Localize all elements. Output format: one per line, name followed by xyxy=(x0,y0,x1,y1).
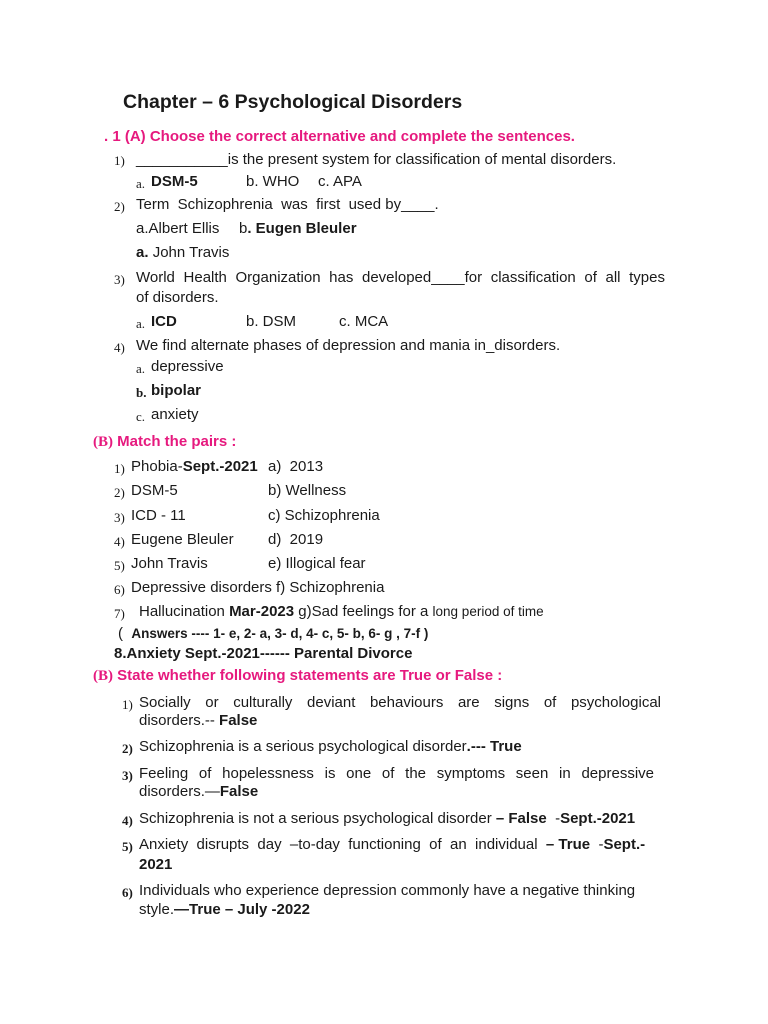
question-text-line: World Health Organization has developed____for classification of all types xyxy=(136,269,665,286)
pair-number: 5) xyxy=(114,558,125,573)
option-c: c. APA xyxy=(318,173,362,190)
statement-text-line: style.—True – July -2022 xyxy=(139,901,310,918)
question-text: Term Schizophrenia was first used by____. xyxy=(136,196,439,213)
question-text: ___________is the present system for classification of mental disorders. xyxy=(136,151,617,168)
statement-number: 4) xyxy=(122,813,133,828)
option-a: DSM-5 xyxy=(151,173,198,190)
answer-blank: ___________ xyxy=(136,151,228,168)
question-number: 4) xyxy=(114,340,125,355)
pair-number: 7) xyxy=(114,606,125,621)
section-c-heading: (B) State whether following statements are True or False : xyxy=(93,667,503,684)
pair-right: e) Illogical fear xyxy=(268,555,366,572)
pair-left: ICD - 11 xyxy=(131,507,186,524)
statement-number: 3) xyxy=(122,768,133,783)
statement-number: 1) xyxy=(122,697,133,712)
statement-text-line: Feeling of hopelessness is one of the symptoms seen in depressive xyxy=(139,765,654,782)
option-prefix: b. xyxy=(136,385,147,400)
pair-right: a) 2013 xyxy=(268,458,324,475)
statement-text-line: disorders.-- False xyxy=(139,712,258,729)
option-b: b. WHO xyxy=(246,173,300,190)
statement-answer: – False xyxy=(495,810,556,827)
pair-left: Phobia-Sept.-2021 xyxy=(131,458,258,475)
question-text: We find alternate phases of depression and mania in_disorders. xyxy=(136,337,561,354)
question-number: 3) xyxy=(114,272,125,287)
answer-key: ( Answers ---- 1- e, 2- a, 3- d, 4- c, 5- b, 6- g , 7-f ) xyxy=(118,625,429,642)
question-number: 2) xyxy=(114,199,125,214)
statement-answer: – True xyxy=(545,836,599,853)
pair-left: DSM-5 xyxy=(131,482,178,499)
pair-number: 2) xyxy=(114,485,125,500)
option-prefix: a. xyxy=(136,176,146,191)
page-title: Chapter – 6 Psychological Disorders xyxy=(123,91,463,113)
option-b: b. DSM xyxy=(246,313,297,330)
option-a: a.Albert Ellis xyxy=(136,220,220,237)
option-a: ICD xyxy=(151,313,177,330)
exam-date: Sept.- xyxy=(603,836,646,853)
statement-answer: .--- True xyxy=(466,738,522,755)
statement-number: 5) xyxy=(122,839,133,854)
statement-text-line: Socially or culturally deviant behaviours are signs of psychological xyxy=(139,694,661,711)
question-text-line: of disorders. xyxy=(136,289,219,306)
extra-pair: 8.Anxiety Sept.-2021------ Parental Divorce xyxy=(114,645,413,662)
pair-number: 4) xyxy=(114,534,125,549)
option-a: depressive xyxy=(151,358,224,375)
option-c: a. John Travis xyxy=(136,244,230,261)
exam-date-year: 2021 xyxy=(139,856,173,873)
option-prefix: c. xyxy=(136,409,146,424)
statement-text: Schizophrenia is a serious psychological disorder.--- True xyxy=(139,738,522,755)
pair-left: Eugene Bleuler xyxy=(131,531,234,548)
option-prefix: a. xyxy=(136,361,146,376)
pair-left: Depressive disorders f) Schizophrenia xyxy=(131,579,385,596)
statement-text-line: disorders.—False xyxy=(139,783,259,800)
statement-text-line: Anxiety disrupts day –to-day functioning of an individual – True -Sept.- xyxy=(139,836,646,853)
exam-date: Sept.-2021 xyxy=(560,810,636,827)
question-number: 1) xyxy=(114,153,125,168)
statement-text-line: Individuals who experience depression commonly have a negative thinking xyxy=(139,882,636,899)
option-prefix: a. xyxy=(136,316,146,331)
pair-right: b) Wellness xyxy=(268,482,347,499)
pair-left: John Travis xyxy=(131,555,208,572)
statement-answer: False xyxy=(219,712,258,729)
section-b-heading: (B) Match the pairs : xyxy=(93,433,237,450)
pair-number: 1) xyxy=(114,461,125,476)
option-c: anxiety xyxy=(151,406,199,423)
option-b: b. Eugen Bleuler xyxy=(239,220,357,237)
section-a-heading: . 1 (A) Choose the correct alternative and complete the sentences. xyxy=(104,128,575,145)
statement-text: Schizophrenia is not a serious psychological disorder – False -Sept.-2021 xyxy=(139,810,636,827)
pair-right: c) Schizophrenia xyxy=(268,507,380,524)
statement-number: 6) xyxy=(122,885,133,900)
pair-number: 3) xyxy=(114,510,125,525)
pair-right: d) 2019 xyxy=(268,531,324,548)
pair-text: Hallucination Mar-2023 g)Sad feelings for a long period of time xyxy=(139,603,544,620)
option-b: bipolar xyxy=(151,382,202,399)
option-c: c. MCA xyxy=(339,313,389,330)
statement-number: 2) xyxy=(122,741,133,756)
statement-answer: False xyxy=(219,783,259,800)
statement-answer: —True – July -2022 xyxy=(174,901,310,918)
pair-number: 6) xyxy=(114,582,125,597)
